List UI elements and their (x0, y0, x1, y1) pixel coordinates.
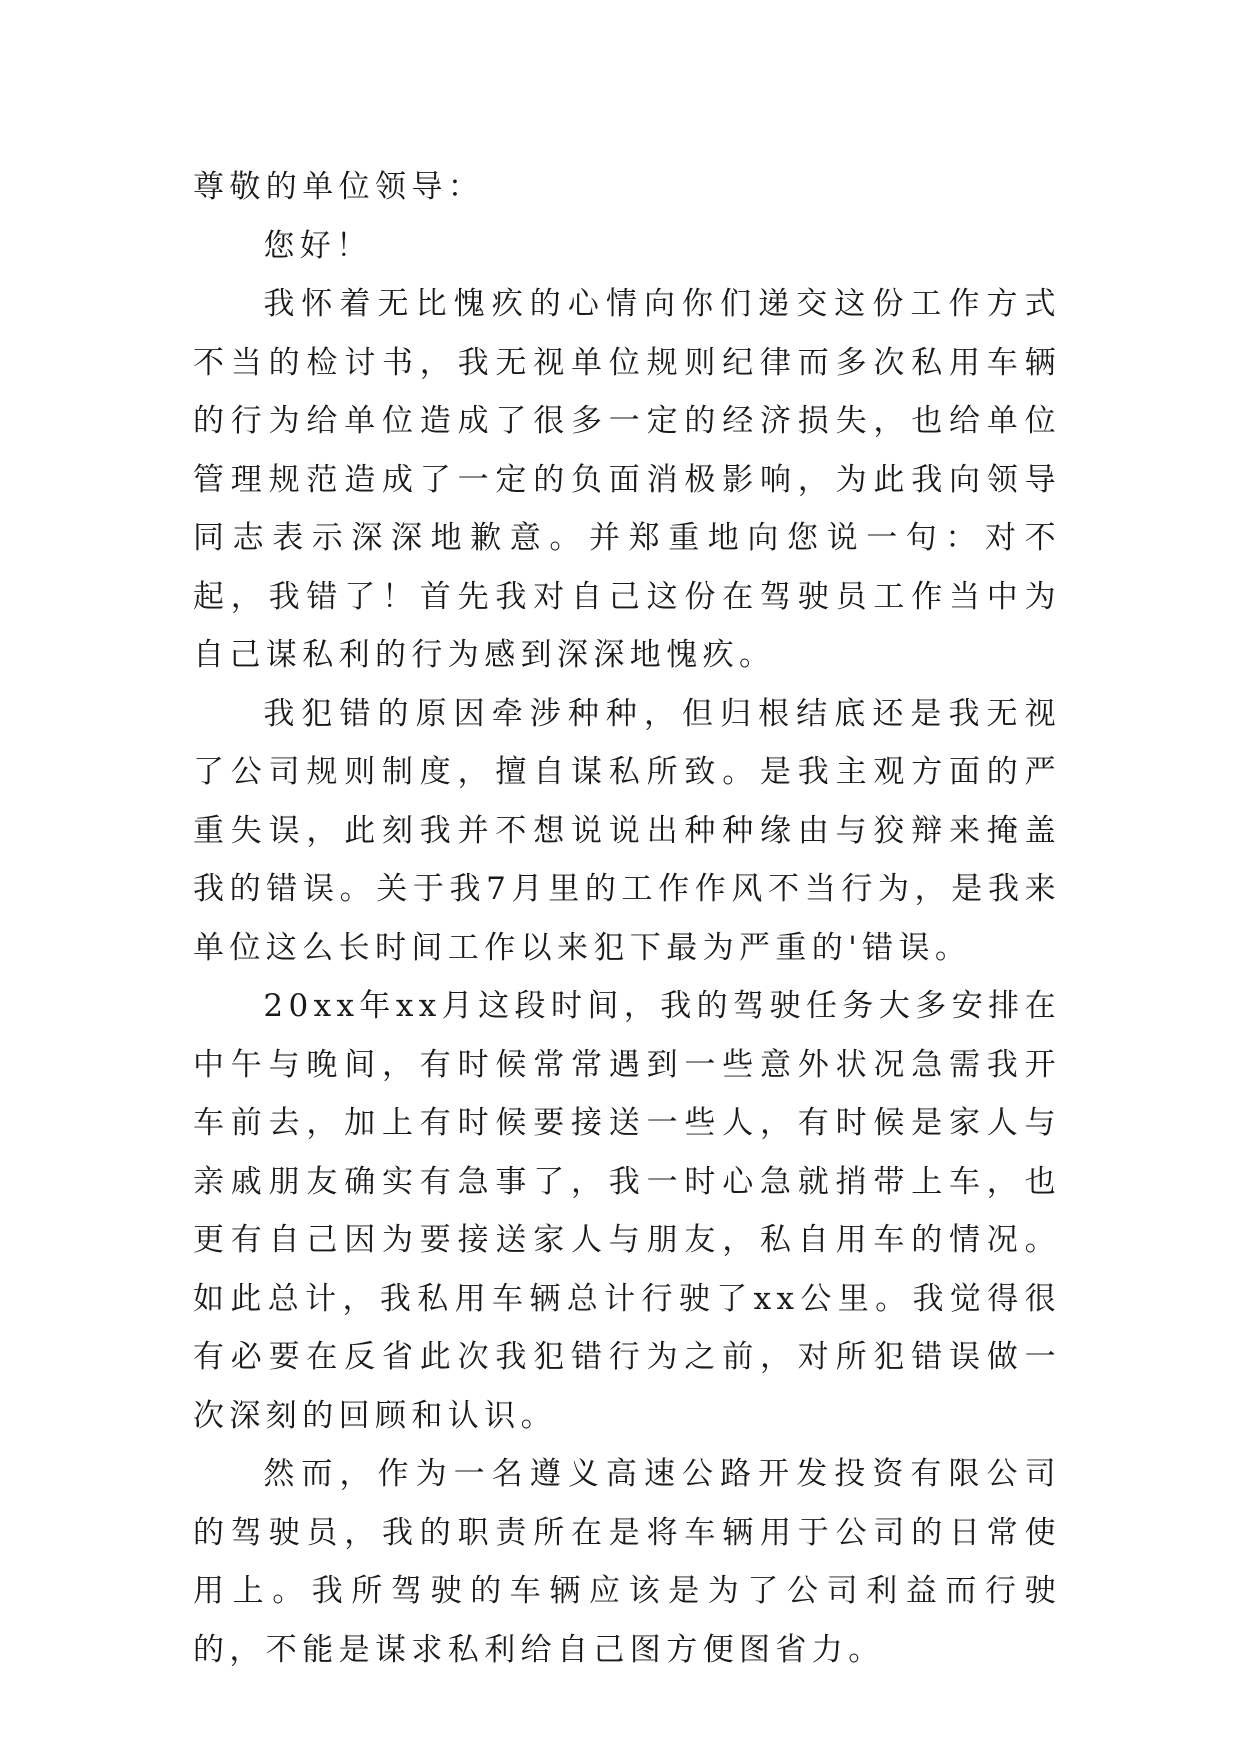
letter-body (193, 158, 1061, 1679)
paragraph-responsibility: 然而，作为一名遵义高速公路开发投资有限公司的驾驶员，我的职责所在是将车辆用于公司的日常使用上。我所驾驶的车辆应该是为了公司利益而行驶的，不能是谋求私利给自己图方便图省力。 (193, 1456, 1061, 1668)
greeting: 您好！ (263, 227, 373, 264)
paragraph-reason: 我犯错的原因牵涉种种，但归根结底还是我无视了公司规则制度，擅自谋私所致。是我主观方面的严重失误，此刻我并不想说说出种种缘由与狡辩来掩盖我的错误。关于我7月里的工作作风不当行为，是我来单位这么长时间工作以来犯下最为严重的'错误。 (193, 695, 1061, 966)
paragraph-apology: 我怀着无比愧疚的心情向你们递交这份工作方式不当的检讨书，我无视单位规则纪律而多次私用车辆的行为给单位造成了很多一定的经济损失，也给单位管理规范造成了一定的负面消极影响，为此我向领导同志表示深深地歉意。并郑重地向您说一句：对不起，我错了！首先我对自己这份在驾驶员工作当中为自己谋私利的行为感到深深地愧疚。 (193, 286, 1061, 673)
paragraph-details: 20xx年xx月这段时间，我的驾驶任务大多安排在中午与晚间，有时候常常遇到一些意外状况急需我开车前去，加上有时候要接送一些人，有时候是家人与亲戚朋友确实有急事了，我一时心急就捎带上车，也更有自己因为要接送家人与朋友，私自用车的情况。如此总计，我私用车辆总计行驶了xx公里。我觉得很有必要在反省此次我犯错行为之前，对所犯错误做一次深刻的回顾和认识。 (193, 988, 1061, 1434)
salutation: 尊敬的单位领导： (193, 169, 485, 205)
